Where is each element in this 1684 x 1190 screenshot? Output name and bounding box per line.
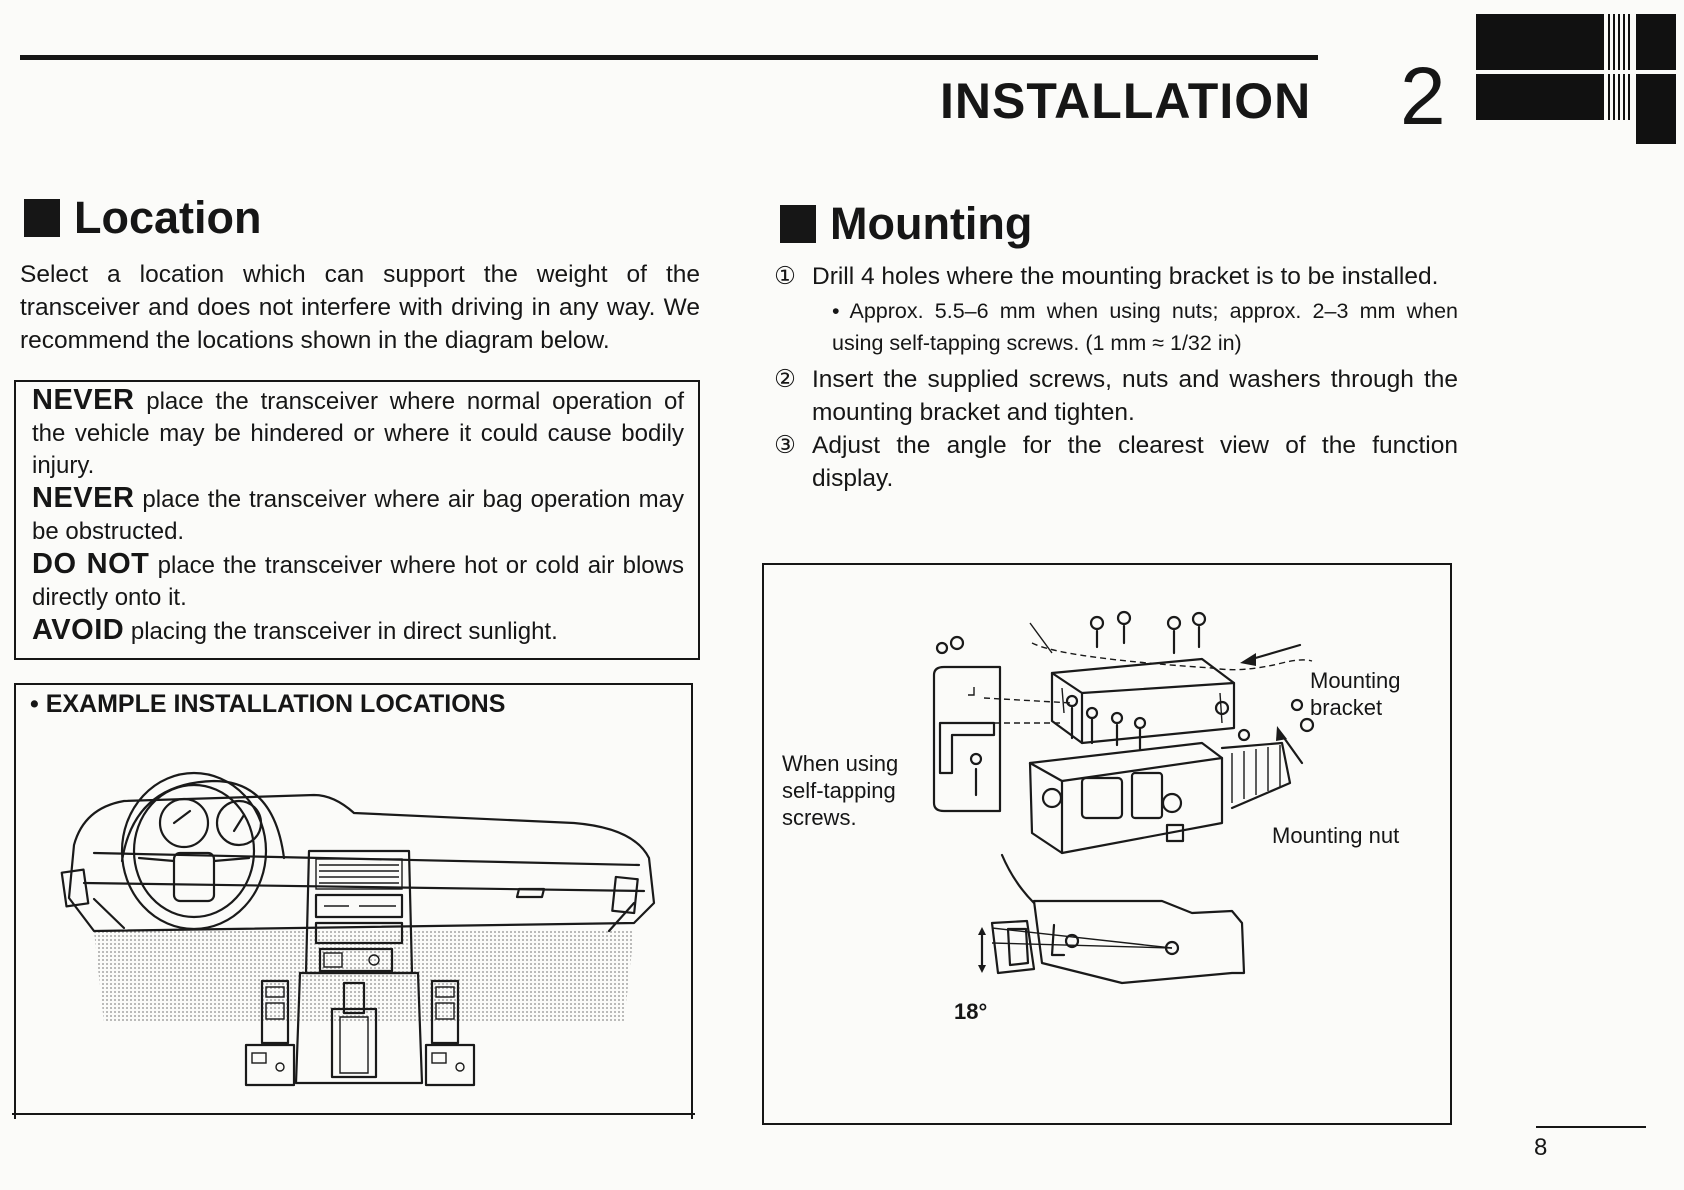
mounting-heading-text: Mounting [830,198,1033,249]
warning-item: DO NOT place the transceiver where hot or cold air blows directly onto it. [32,548,684,611]
warning-item: NEVER place the transceiver where normal operation of the vehicle may be hindered or where it could cause bodily injury. [32,384,684,479]
chapter-number: 2 [1400,51,1446,142]
warning-item: AVOID placing the transceiver in direct sunlight. [32,614,558,646]
step-2: ② Insert the supplied screws, nuts and washers through the mounting bracket and tighten. [774,366,1458,426]
thumb-index-divider [1476,70,1676,74]
location-heading-text: Location [74,192,262,243]
example-title: • EXAMPLE INSTALLATION LOCATIONS [30,690,506,718]
step-1: ① Drill 4 holes where the mounting bracket is to be installed. [774,263,1439,290]
thumb-index-tab [1476,14,1604,120]
heading-square-icon [780,205,816,243]
mounting-heading [780,198,1032,250]
warning-item: NEVER place the transceiver where air bag operation may be obstructed. [32,482,684,545]
location-heading [24,192,262,244]
heading-square-icon [24,199,60,237]
label-mounting-bracket: Mounting bracket [1310,668,1401,720]
step-1-note: • Approx. 5.5–6 mm when using nuts; approx. 2–3 mm when using self-tapping screws. (1 mm ≈ 1/32 in) [832,299,1458,355]
label-self-tapping: When using self-tapping screws. [782,751,899,830]
thumb-index-stripes [1608,14,1632,120]
page-number: 8 [1534,1134,1548,1161]
footer-rule [1536,1126,1646,1128]
step-3: ③ Adjust the angle for the clearest view of the function display. [774,432,1458,492]
chapter-title: INSTALLATION [940,73,1312,129]
thumb-index-edge [1636,14,1676,144]
header-rule [20,55,1318,60]
dashboard-illustration [14,683,693,1119]
warning-box [14,380,700,660]
location-intro: Select a location which can support the weight of the transceiver and does not interfere with driving in any way. We recommend the locations shown in the diagram below. [20,261,700,354]
label-angle: 18° [954,999,988,1024]
screw-icon [1091,612,1205,653]
label-mounting-nut: Mounting nut [1272,823,1400,848]
mounting-steps [774,260,1458,495]
